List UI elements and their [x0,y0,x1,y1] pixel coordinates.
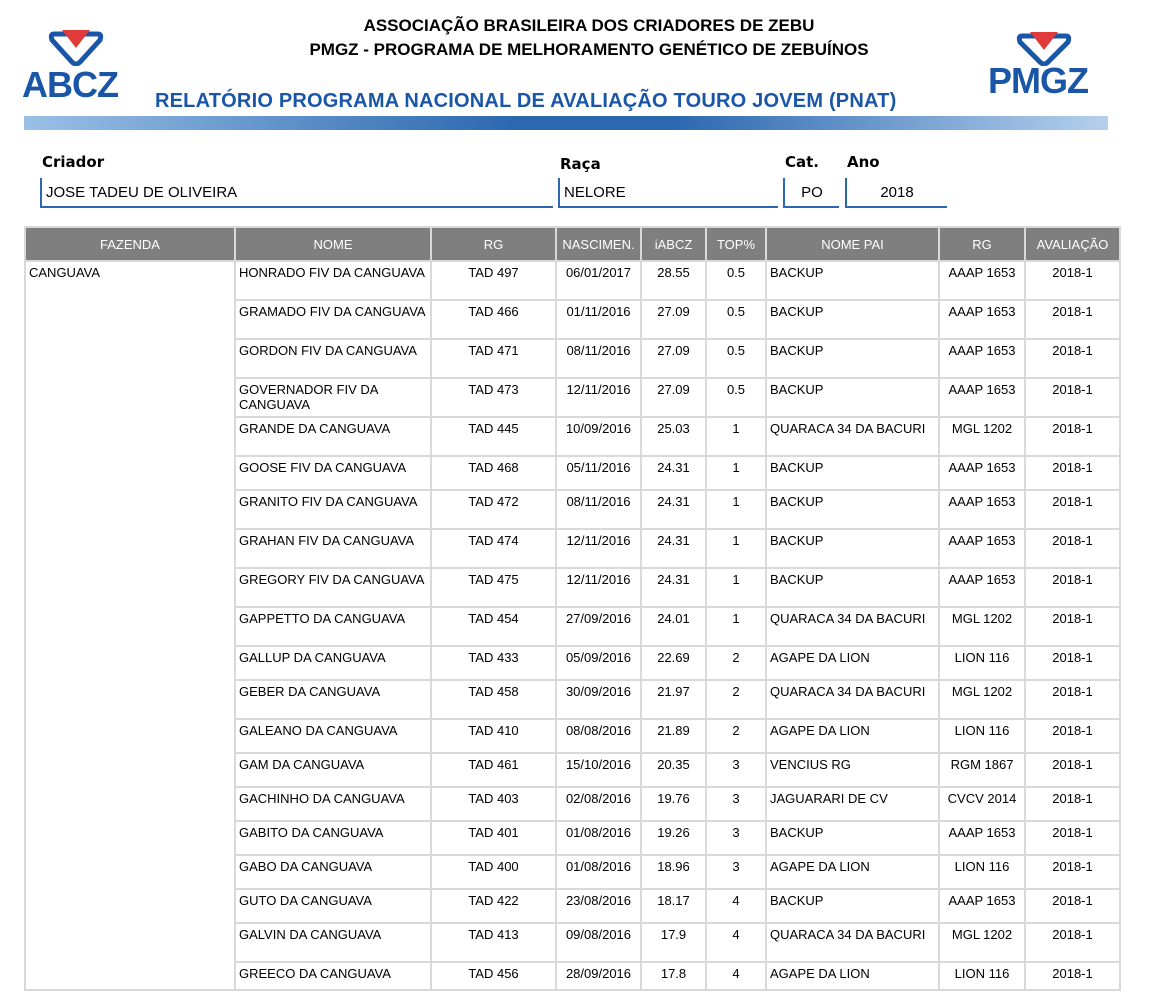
cell-top: 1 [706,529,766,568]
cell-nome: GRAHAN FIV DA CANGUAVA [235,529,431,568]
cell-rg-pai: AAAP 1653 [939,490,1025,529]
cell-iabcz: 22.69 [641,646,706,680]
cell-nome: GALLUP DA CANGUAVA [235,646,431,680]
cell-avaliacao: 2018-1 [1025,529,1120,568]
cell-nome: GOVERNADOR FIV DA CANGUAVA [235,378,431,417]
cell-avaliacao: 2018-1 [1025,568,1120,607]
cell-rg-pai: AAAP 1653 [939,300,1025,339]
cell-rg: TAD 456 [431,962,556,990]
cell-top: 3 [706,787,766,821]
cell-rg: TAD 471 [431,339,556,378]
cell-nome: GAM DA CANGUAVA [235,753,431,787]
cell-avaliacao: 2018-1 [1025,787,1120,821]
cell-rg: TAD 413 [431,923,556,962]
cell-top: 1 [706,607,766,646]
cell-nome-pai: BACKUP [766,300,939,339]
cell-nascimento: 08/11/2016 [556,490,641,529]
cell-top: 2 [706,680,766,719]
report-title: RELATÓRIO PROGRAMA NACIONAL DE AVALIAÇÃO TOURO JOVEM (PNAT) [155,90,897,112]
cell-nome: GUTO DA CANGUAVA [235,889,431,923]
abcz-logo [22,24,134,104]
cell-avaliacao: 2018-1 [1025,923,1120,962]
cat-field: PO [783,178,839,208]
cell-nome-pai: BACKUP [766,456,939,490]
col-header-avaliacao: AVALIAÇÃO [1025,227,1120,261]
cell-nome: GABITO DA CANGUAVA [235,821,431,855]
col-header-rg: RG [431,227,556,261]
cell-avaliacao: 2018-1 [1025,378,1120,417]
raca-label: Raça [560,155,601,173]
abcz-logo-text: ABCZ [22,64,118,105]
cell-rg: TAD 403 [431,787,556,821]
col-header-fazenda: FAZENDA [25,227,235,261]
cell-nome-pai: QUARACA 34 DA BACURI [766,923,939,962]
cell-top: 2 [706,646,766,680]
cell-top: 1 [706,568,766,607]
cell-nome-pai: JAGUARARI DE CV [766,787,939,821]
cell-nome: GRAMADO FIV DA CANGUAVA [235,300,431,339]
cell-top: 1 [706,456,766,490]
cell-nascimento: 27/09/2016 [556,607,641,646]
cell-iabcz: 25.03 [641,417,706,456]
cell-nascimento: 23/08/2016 [556,889,641,923]
cell-nascimento: 01/08/2016 [556,855,641,889]
cell-nome: GRANDE DA CANGUAVA [235,417,431,456]
cell-nome-pai: AGAPE DA LION [766,855,939,889]
cell-top: 0.5 [706,339,766,378]
cell-nascimento: 01/11/2016 [556,300,641,339]
cell-iabcz: 17.8 [641,962,706,990]
cell-rg-pai: MGL 1202 [939,680,1025,719]
cell-avaliacao: 2018-1 [1025,300,1120,339]
cell-rg: TAD 401 [431,821,556,855]
cell-top: 4 [706,889,766,923]
header-divider [24,116,1108,130]
cell-iabcz: 18.17 [641,889,706,923]
cell-nome-pai: AGAPE DA LION [766,719,939,753]
cell-iabcz: 24.31 [641,456,706,490]
cell-top: 0.5 [706,300,766,339]
header-program-title: PMGZ - PROGRAMA DE MELHORAMENTO GENÉTICO DE ZEBUÍNOS [309,40,869,59]
cell-nascimento: 12/11/2016 [556,568,641,607]
cell-nome-pai: BACKUP [766,490,939,529]
cell-rg-pai: AAAP 1653 [939,568,1025,607]
cell-nome-pai: BACKUP [766,261,939,300]
cell-rg: TAD 410 [431,719,556,753]
cell-nome-pai: BACKUP [766,339,939,378]
cell-rg: TAD 458 [431,680,556,719]
cell-nome: HONRADO FIV DA CANGUAVA [235,261,431,300]
cell-rg-pai: AAAP 1653 [939,889,1025,923]
cell-rg-pai: MGL 1202 [939,923,1025,962]
cell-rg: TAD 468 [431,456,556,490]
cell-nome: GREECO DA CANGUAVA [235,962,431,990]
cell-rg: TAD 466 [431,300,556,339]
cell-rg: TAD 422 [431,889,556,923]
cell-rg-pai: AAAP 1653 [939,821,1025,855]
cell-nome-pai: QUARACA 34 DA BACURI [766,607,939,646]
col-header-iabcz: iABCZ [641,227,706,261]
cell-rg-pai: AAAP 1653 [939,339,1025,378]
table-row [25,261,1120,300]
cell-nascimento: 05/11/2016 [556,456,641,490]
cell-iabcz: 21.89 [641,719,706,753]
criador-label: Criador [42,153,105,171]
cell-rg: TAD 472 [431,490,556,529]
cell-nascimento: 01/08/2016 [556,821,641,855]
cell-avaliacao: 2018-1 [1025,456,1120,490]
cell-avaliacao: 2018-1 [1025,753,1120,787]
cell-nascimento: 06/01/2017 [556,261,641,300]
cell-nome-pai: AGAPE DA LION [766,646,939,680]
cell-nome: GRANITO FIV DA CANGUAVA [235,490,431,529]
cell-rg-pai: CVCV 2014 [939,787,1025,821]
cell-avaliacao: 2018-1 [1025,261,1120,300]
cell-iabcz: 21.97 [641,680,706,719]
cell-nascimento: 10/09/2016 [556,417,641,456]
cell-rg-pai: RGM 1867 [939,753,1025,787]
cell-fazenda: CANGUAVA [25,261,235,990]
cell-top: 4 [706,962,766,990]
cell-nascimento: 02/08/2016 [556,787,641,821]
cell-avaliacao: 2018-1 [1025,339,1120,378]
header-association-title: ASSOCIAÇÃO BRASILEIRA DOS CRIADORES DE ZEBU [363,16,815,35]
cell-rg: TAD 400 [431,855,556,889]
cell-iabcz: 27.09 [641,300,706,339]
cell-rg: TAD 474 [431,529,556,568]
ano-label: Ano [847,153,880,171]
cell-nome-pai: QUARACA 34 DA BACURI [766,680,939,719]
cell-top: 2 [706,719,766,753]
cell-iabcz: 19.26 [641,821,706,855]
cell-nome-pai: AGAPE DA LION [766,962,939,990]
cell-avaliacao: 2018-1 [1025,646,1120,680]
cell-nome: GALEANO DA CANGUAVA [235,719,431,753]
cell-nome-pai: BACKUP [766,568,939,607]
col-header-nome-pai: NOME PAI [766,227,939,261]
cell-rg-pai: AAAP 1653 [939,261,1025,300]
cell-top: 1 [706,417,766,456]
cell-avaliacao: 2018-1 [1025,719,1120,753]
evaluation-table [24,226,1121,991]
cell-iabcz: 19.76 [641,787,706,821]
cell-rg: TAD 461 [431,753,556,787]
cell-avaliacao: 2018-1 [1025,821,1120,855]
cell-avaliacao: 2018-1 [1025,889,1120,923]
table-header-row [25,227,1120,261]
cell-rg: TAD 454 [431,607,556,646]
cell-rg: TAD 445 [431,417,556,456]
cell-nome-pai: VENCIUS RG [766,753,939,787]
cell-nome: GAPPETTO DA CANGUAVA [235,607,431,646]
criador-field: JOSE TADEU DE OLIVEIRA [40,178,553,208]
cell-top: 3 [706,855,766,889]
cell-nascimento: 08/08/2016 [556,719,641,753]
cell-iabcz: 18.96 [641,855,706,889]
cell-iabcz: 24.31 [641,568,706,607]
cell-iabcz: 24.31 [641,529,706,568]
cell-rg-pai: MGL 1202 [939,417,1025,456]
cell-top: 3 [706,821,766,855]
cell-avaliacao: 2018-1 [1025,855,1120,889]
cell-rg-pai: LION 116 [939,719,1025,753]
cell-iabcz: 27.09 [641,378,706,417]
cell-nome: GABO DA CANGUAVA [235,855,431,889]
cell-nascimento: 05/09/2016 [556,646,641,680]
ano-field: 2018 [845,178,947,208]
cell-nascimento: 08/11/2016 [556,339,641,378]
cell-iabcz: 20.35 [641,753,706,787]
cell-rg-pai: LION 116 [939,962,1025,990]
col-header-rg-pai: RG [939,227,1025,261]
cell-nome: GALVIN DA CANGUAVA [235,923,431,962]
col-header-nascimento: NASCIMEN. [556,227,641,261]
cell-nascimento: 15/10/2016 [556,753,641,787]
cell-avaliacao: 2018-1 [1025,417,1120,456]
cell-rg-pai: LION 116 [939,855,1025,889]
cell-top: 3 [706,753,766,787]
cell-avaliacao: 2018-1 [1025,490,1120,529]
cell-avaliacao: 2018-1 [1025,607,1120,646]
cell-nascimento: 30/09/2016 [556,680,641,719]
cell-nascimento: 09/08/2016 [556,923,641,962]
cell-rg-pai: LION 116 [939,646,1025,680]
cell-nome-pai: QUARACA 34 DA BACURI [766,417,939,456]
cell-nome: GREGORY FIV DA CANGUAVA [235,568,431,607]
cell-rg: TAD 473 [431,378,556,417]
cell-rg-pai: AAAP 1653 [939,529,1025,568]
cell-iabcz: 28.55 [641,261,706,300]
cell-nome-pai: BACKUP [766,529,939,568]
col-header-top: TOP% [706,227,766,261]
pmgz-logo-text: PMGZ [988,60,1088,101]
cell-top: 0.5 [706,378,766,417]
cell-rg-pai: MGL 1202 [939,607,1025,646]
cell-iabcz: 17.9 [641,923,706,962]
cell-nascimento: 12/11/2016 [556,529,641,568]
cat-label: Cat. [785,153,819,171]
cell-nome-pai: BACKUP [766,821,939,855]
cell-top: 0.5 [706,261,766,300]
cell-rg: TAD 475 [431,568,556,607]
cell-top: 4 [706,923,766,962]
col-header-nome: NOME [235,227,431,261]
cell-nome-pai: BACKUP [766,889,939,923]
cell-top: 1 [706,490,766,529]
cell-nome: GORDON FIV DA CANGUAVA [235,339,431,378]
cell-nome: GOOSE FIV DA CANGUAVA [235,456,431,490]
cell-nascimento: 12/11/2016 [556,378,641,417]
cell-rg: TAD 497 [431,261,556,300]
cell-nome: GEBER DA CANGUAVA [235,680,431,719]
cell-rg-pai: AAAP 1653 [939,456,1025,490]
raca-field: NELORE [558,178,778,208]
cell-avaliacao: 2018-1 [1025,680,1120,719]
cell-nome: GACHINHO DA CANGUAVA [235,787,431,821]
cell-rg-pai: AAAP 1653 [939,378,1025,417]
cell-avaliacao: 2018-1 [1025,962,1120,990]
cell-iabcz: 24.01 [641,607,706,646]
cell-nome-pai: BACKUP [766,378,939,417]
cell-nascimento: 28/09/2016 [556,962,641,990]
cell-iabcz: 27.09 [641,339,706,378]
cell-iabcz: 24.31 [641,490,706,529]
cell-rg: TAD 433 [431,646,556,680]
